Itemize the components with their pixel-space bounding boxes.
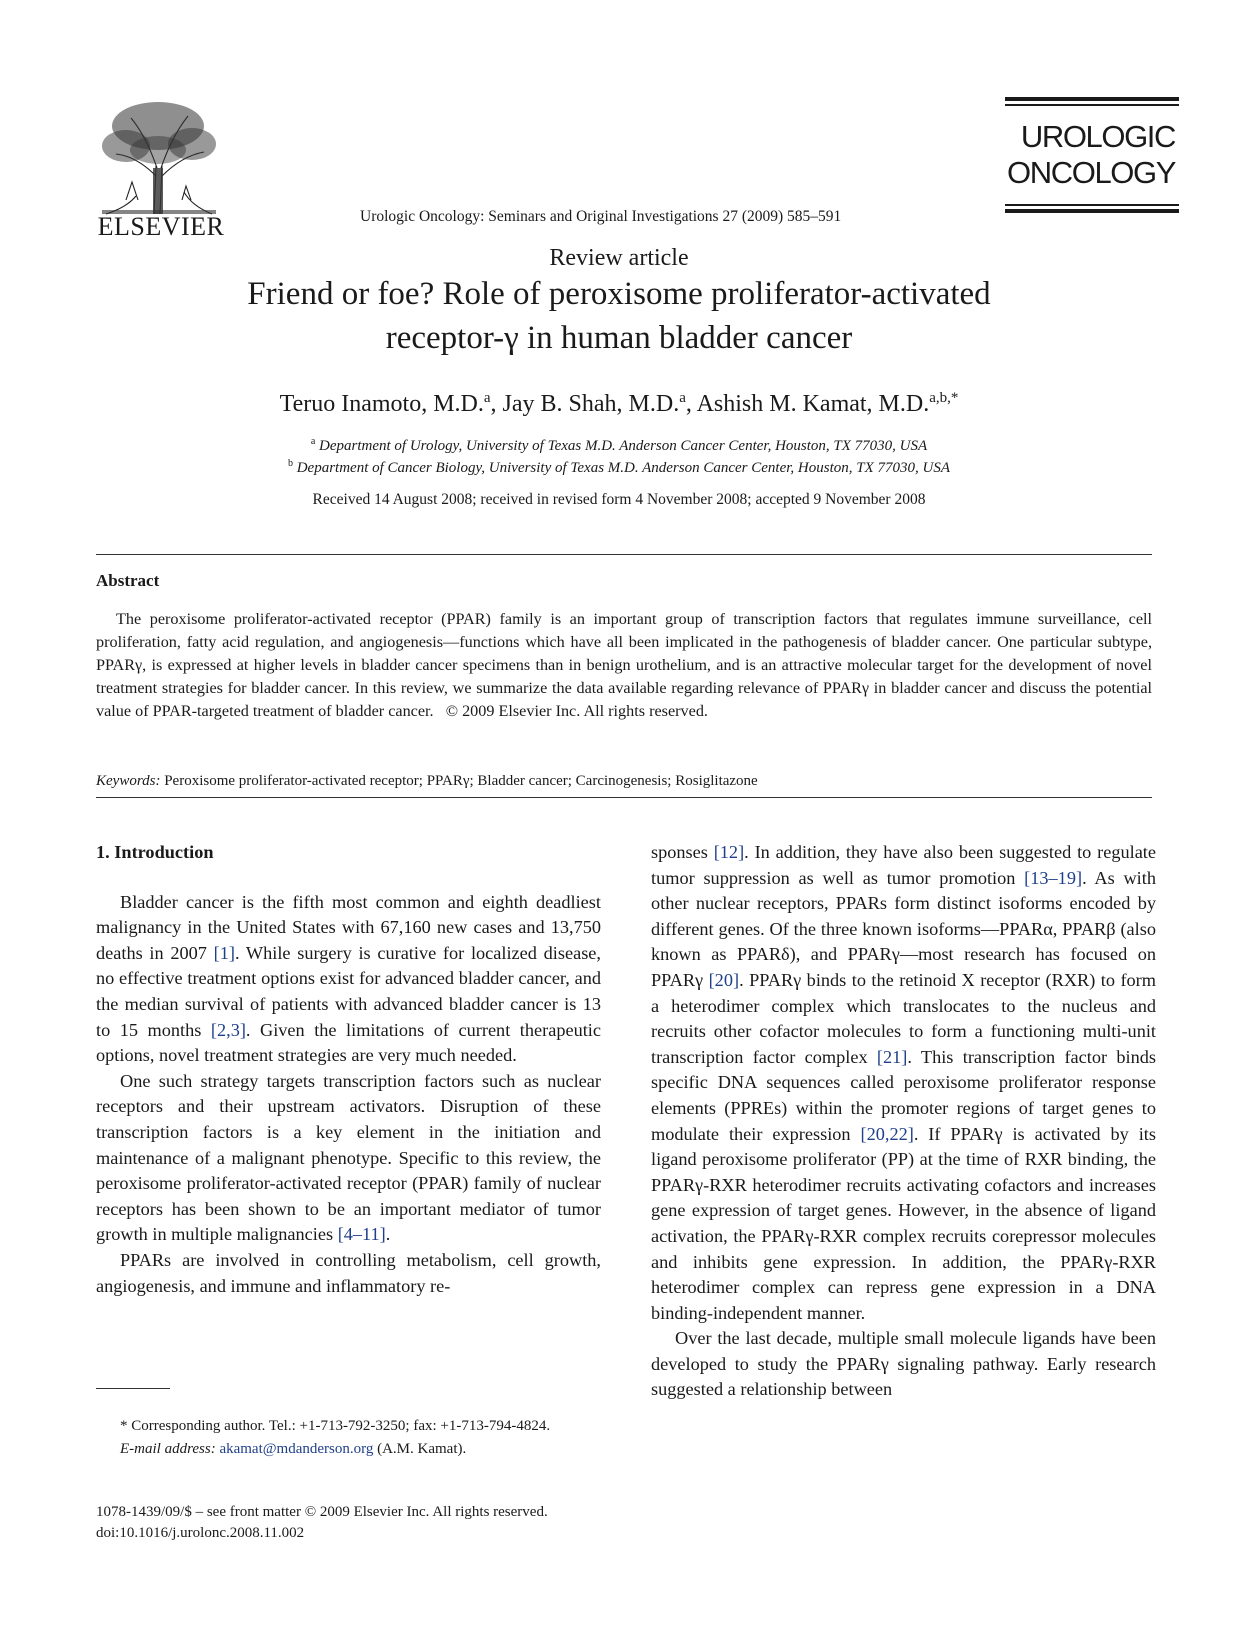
author-affil-marker: a xyxy=(483,390,491,406)
author-list: Teruo Inamoto, M.D.$^a$, Jay B. Shah, M.D.$^a$, Ashish M. Kamat, M.D.$^{a,b,*}$ xyxy=(279,390,959,417)
footnote xyxy=(96,1416,601,1459)
brand-rule-top-thin xyxy=(1005,104,1179,106)
affiliation-b xyxy=(0,458,1238,477)
text-run: . This transcription factor binds specific DNA sequences called peroxisome proliferator response elements (PPREs) within the promoter regions of target genes to modulate their expression xyxy=(651,1046,1156,1144)
abstract-text: The peroxisome proliferator-activated receptor (PPAR) family is an important group of transcription factors that regulates immune surveillance, cell proliferation, fatty acid regulation, and angiogenesis—functions which have all been implicated in the pathogenesis of bladder cancer. One particular subtype, PPARγ, is expressed at higher levels in bladder cancer specimens than in benign urothelium, and is an attractive molecular target for the development of novel treatment strategies for bladder cancer. In this review, we summarize the data available regarding relevance of PPARγ in bladder cancer and discuss the potential value of PPAR-targeted treatment of bladder cancer. xyxy=(96,610,1152,720)
text-run: sponses xyxy=(651,842,714,862)
journal-brand xyxy=(1005,97,1179,219)
brand-line-2: ONCOLOGY xyxy=(1007,155,1175,190)
journal-citation: Urologic Oncology: Seminars and Original Investigations 27 (2009) 585–591 xyxy=(360,208,842,225)
brand-line-1: UROLOGIC xyxy=(1020,119,1175,154)
text-run: . As with other nuclear receptors, PPARs form distinct isoforms encoded by different genes. Of the three known isoforms—PPARα, PPARβ (also known as PPARδ), and PPARγ—most research has focused on PPARγ xyxy=(651,867,1156,990)
affiliation-text: Department of Urology, University of Texas M.D. Anderson Cancer Center, Houston, TX 77030, USA xyxy=(319,438,928,454)
text-run: . In addition, they have also been suggested to regulate tumor suppression as well as tumor promotion xyxy=(651,842,1156,888)
doi-line: doi:10.1016/j.urolonc.2008.11.002 xyxy=(96,1525,305,1541)
section-heading: 1. Introduction xyxy=(96,842,214,862)
text-run: . If PPARγ is activated by its ligand peroxisome proliferator (PP) at the time of RXR binding, the PPARγ-RXR heterodimer recruits activating cofactors and increases gene expression of target genes. However, in the absence of ligand activation, the PPARγ-RXR complex recruits corepressor molecules and inhibits gene expression. In addition, the PPARγ-RXR heterodimer complex can repress gene expression in a DNA binding-independent manner. xyxy=(651,1123,1156,1323)
abstract-copyright: © 2009 Elsevier Inc. All rights reserved. xyxy=(445,702,708,720)
citation-link[interactable]: [13–19] xyxy=(1024,867,1083,888)
text-run: . xyxy=(385,1224,391,1245)
paragraph xyxy=(96,890,601,1069)
abstract-body xyxy=(96,608,1152,723)
text-run: One such strategy targets transcription factors such as nuclear receptors and their upstream activators. Disruption of these transcription factors is a key element in the initiation and maintenance of a malignant phenotype. Specific to this review, the peroxisome proliferator-activated receptor (PPAR) family of nuclear receptors has been shown to be an important mediator of tumor growth in multiple malignancies xyxy=(96,1070,601,1245)
citation-link[interactable]: [4–11] xyxy=(337,1224,386,1245)
left-column xyxy=(96,840,601,1299)
text-run: . PPARγ binds to the retinoid X receptor (RXR) to form a heterodimer complex which translocates to the nucleus and recruits other cofactor molecules to form a functioning multi-unit transcription factor complex xyxy=(651,969,1156,1067)
abstract-heading: Abstract xyxy=(96,571,160,590)
keywords-text: Peroxisome proliferator-activated receptor; PPARγ; Bladder cancer; Carcinogenesis; Rosiglitazone xyxy=(164,773,758,789)
keywords-label: Keywords: xyxy=(96,773,161,789)
text-run: Bladder cancer is the fifth most common and eighth deadliest malignancy in the United States with 67,160 new cases and 13,750 deaths in 2007 xyxy=(96,891,601,963)
author-affil-marker: a xyxy=(679,390,686,406)
affiliation-text: Department of Cancer Biology, University of Texas M.D. Anderson Cancer Center, Houston, TX 77030, USA xyxy=(296,460,951,476)
article-type: Review article xyxy=(549,245,689,271)
divider xyxy=(96,797,1152,798)
citation-link[interactable]: [1] xyxy=(213,942,235,963)
email-owner: (A.M. Kamat). xyxy=(377,1441,467,1457)
text-run: . Given the limitations of current therapeutic options, novel treatment strategies are very much needed. xyxy=(96,1019,601,1066)
author-affil-marker: a,b,* xyxy=(929,390,959,406)
author-name: Jay B. Shah, M.D. xyxy=(502,391,680,417)
paragraph xyxy=(96,1069,601,1248)
affiliation-marker: b xyxy=(287,458,293,469)
brand-rule-bottom xyxy=(1005,209,1179,213)
citation-link[interactable]: [20] xyxy=(708,969,740,990)
citation-link[interactable]: [12] xyxy=(713,842,745,862)
email-label: E-mail address: xyxy=(120,1441,216,1457)
affiliation-a xyxy=(0,436,1238,455)
brand-rule-top xyxy=(1005,97,1179,101)
corresponding-author-note: * Corresponding author. Tel.: +1-713-792-3250; fax: +1-713-794-4824. xyxy=(120,1418,551,1434)
paragraph: Over the last decade, multiple small molecule ligands have been developed to study the PPARγ signaling pathway. Early research suggested a relationship between xyxy=(651,1328,1156,1400)
front-matter xyxy=(96,1502,548,1544)
affiliation-marker: a xyxy=(310,436,316,447)
footnote-rule xyxy=(96,1388,170,1389)
title-line-2: receptor-γ in human bladder cancer xyxy=(385,320,853,356)
divider xyxy=(96,554,1152,555)
paragraph: PPARs are involved in controlling metabolism, cell growth, angiogenesis, and immune and inflammatory re- xyxy=(96,1249,601,1296)
received-dates: Received 14 August 2008; received in revised form 4 November 2008; accepted 9 November 2008 xyxy=(312,491,926,508)
citation-link[interactable]: [20,22] xyxy=(860,1123,914,1144)
right-column xyxy=(651,840,1156,1403)
article-title xyxy=(160,272,1078,360)
text-run: . While surgery is curative for localized disease, no effective treatment options exist for advanced bladder cancer, and the median survival of patients with advanced bladder cancer is 13 to 15 months xyxy=(96,942,601,1040)
citation-link[interactable]: [21] xyxy=(876,1046,908,1067)
citation-link[interactable]: [2,3] xyxy=(210,1019,246,1040)
keywords xyxy=(96,773,758,790)
author-name: Ashish M. Kamat, M.D. xyxy=(696,391,930,417)
title-line-1: Friend or foe? Role of peroxisome proliferator-activated xyxy=(247,276,991,312)
email-link[interactable]: akamat@mdanderson.org xyxy=(219,1441,374,1457)
email-note xyxy=(96,1439,601,1459)
paragraph xyxy=(651,840,1156,1326)
brand-rule-bottom-thin xyxy=(1005,204,1179,206)
publisher-name: ELSEVIER xyxy=(97,212,225,241)
author-name: Teruo Inamoto, M.D. xyxy=(279,391,484,417)
issn-line: 1078-1439/09/$ – see front matter © 2009 Elsevier Inc. All rights reserved. xyxy=(96,1504,548,1520)
